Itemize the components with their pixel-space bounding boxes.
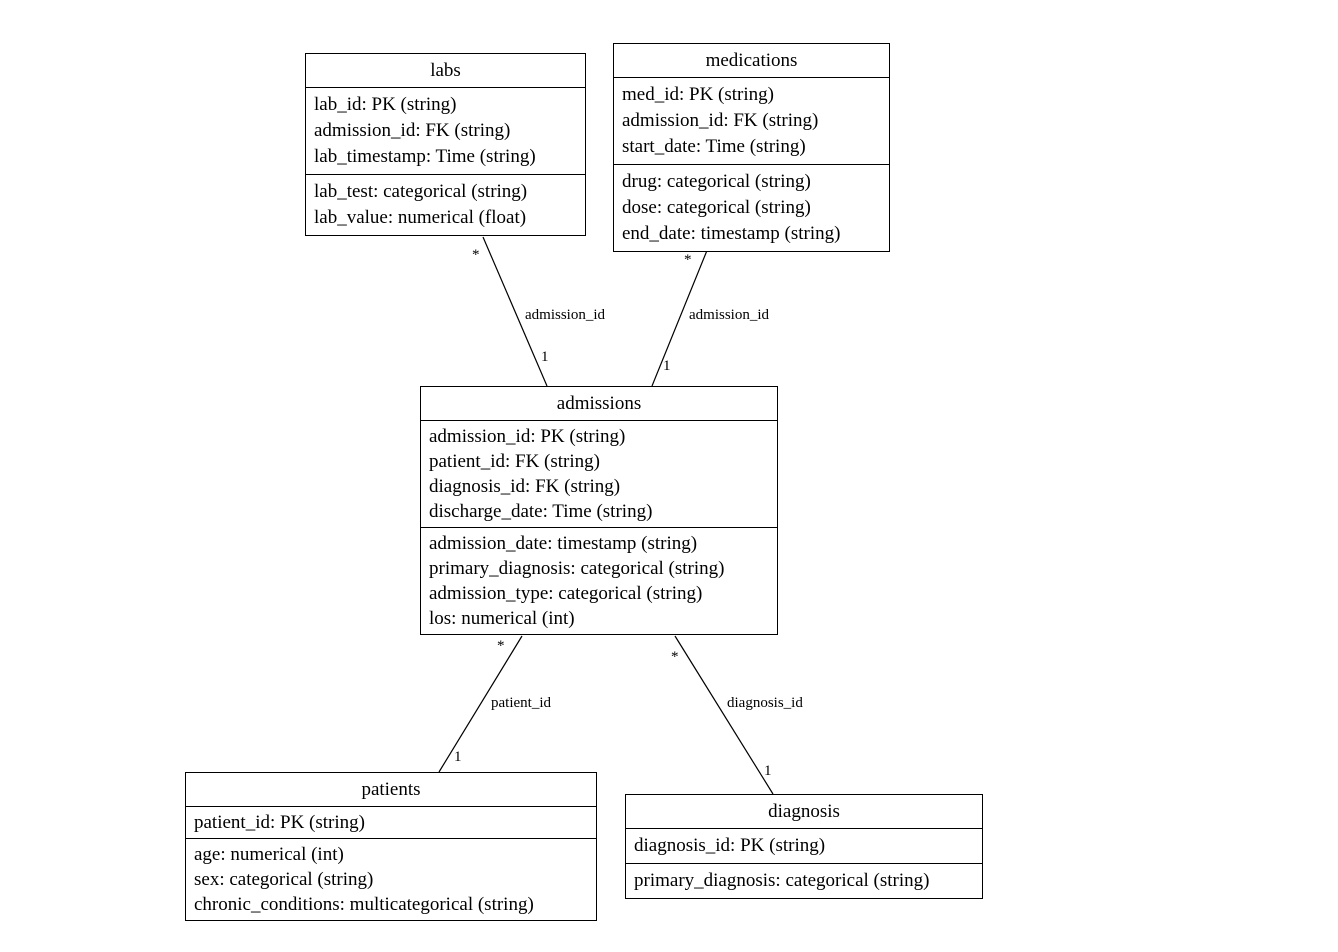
entity-field: patient_id: PK (string) [194,812,365,833]
entity-attr-section [614,165,889,251]
entity-attr-section [186,839,596,920]
entity-title: admissions [421,387,777,421]
entity-field: start_date: Time (string) [622,136,806,157]
cardinality-one-diagnosis: 1 [764,763,772,779]
entity-field: admission_date: timestamp (string) [429,533,698,554]
entity-title: diagnosis [626,795,982,829]
cardinality-many-medications: * [684,252,692,268]
entity-field: primary_diagnosis: categorical (string) [634,870,930,891]
edge-label-admissions-diagnosis: diagnosis_id [727,695,803,711]
entity-title: labs [306,54,585,88]
edge-label-labs-admissions: admission_id [525,307,606,323]
entity-field: lab_value: numerical (float) [314,207,527,228]
entity-field: diagnosis_id: PK (string) [634,835,826,856]
cardinality-many-admissions-diagnosis: * [671,649,679,665]
cardinality-one-admissions-labs: 1 [541,349,549,365]
entity-attr-section [421,528,777,634]
entity-admissions [420,386,778,635]
entity-attr-section [626,864,982,898]
entity-title: patients [186,773,596,807]
entity-key-section [421,421,777,528]
entity-field: chronic_conditions: multicategorical (string) [194,894,534,915]
entity-key-section [626,829,982,864]
entity-field: end_date: timestamp (string) [622,223,841,244]
edge-label-admissions-patients: patient_id [491,695,551,711]
entity-field: diagnosis_id: FK (string) [429,476,621,497]
entity-attr-section [306,175,585,235]
entity-field: med_id: PK (string) [622,84,774,105]
entity-medications [613,43,890,252]
entity-field: admission_id: FK (string) [622,110,819,131]
entity-field: admission_type: categorical (string) [429,583,703,604]
cardinality-many-admissions-patients: * [497,638,505,654]
entity-labs [305,53,586,236]
entity-field: admission_id: FK (string) [314,120,511,141]
entity-field: primary_diagnosis: categorical (string) [429,558,725,579]
entity-field: los: numerical (int) [429,608,575,629]
cardinality-one-patients: 1 [454,749,462,765]
entity-title: medications [614,44,889,78]
entity-field: lab_test: categorical (string) [314,181,528,202]
entity-patients [185,772,597,921]
entity-field: discharge_date: Time (string) [429,501,653,522]
entity-field: lab_timestamp: Time (string) [314,146,536,167]
cardinality-one-admissions-medications: 1 [663,358,671,374]
entity-field: sex: categorical (string) [194,869,374,890]
entity-field: patient_id: FK (string) [429,451,600,472]
edge-label-medications-admissions: admission_id [689,307,770,323]
entity-field: admission_id: PK (string) [429,426,626,447]
entity-field: age: numerical (int) [194,844,344,865]
entity-key-section [186,807,596,839]
entity-diagnosis [625,794,983,899]
cardinality-many-labs: * [472,247,480,263]
edge-admissions-diagnosis [675,636,773,794]
entity-key-section [614,78,889,165]
entity-field: drug: categorical (string) [622,171,811,192]
entity-key-section [306,88,585,175]
entity-field: lab_id: PK (string) [314,94,457,115]
entity-field: dose: categorical (string) [622,197,811,218]
